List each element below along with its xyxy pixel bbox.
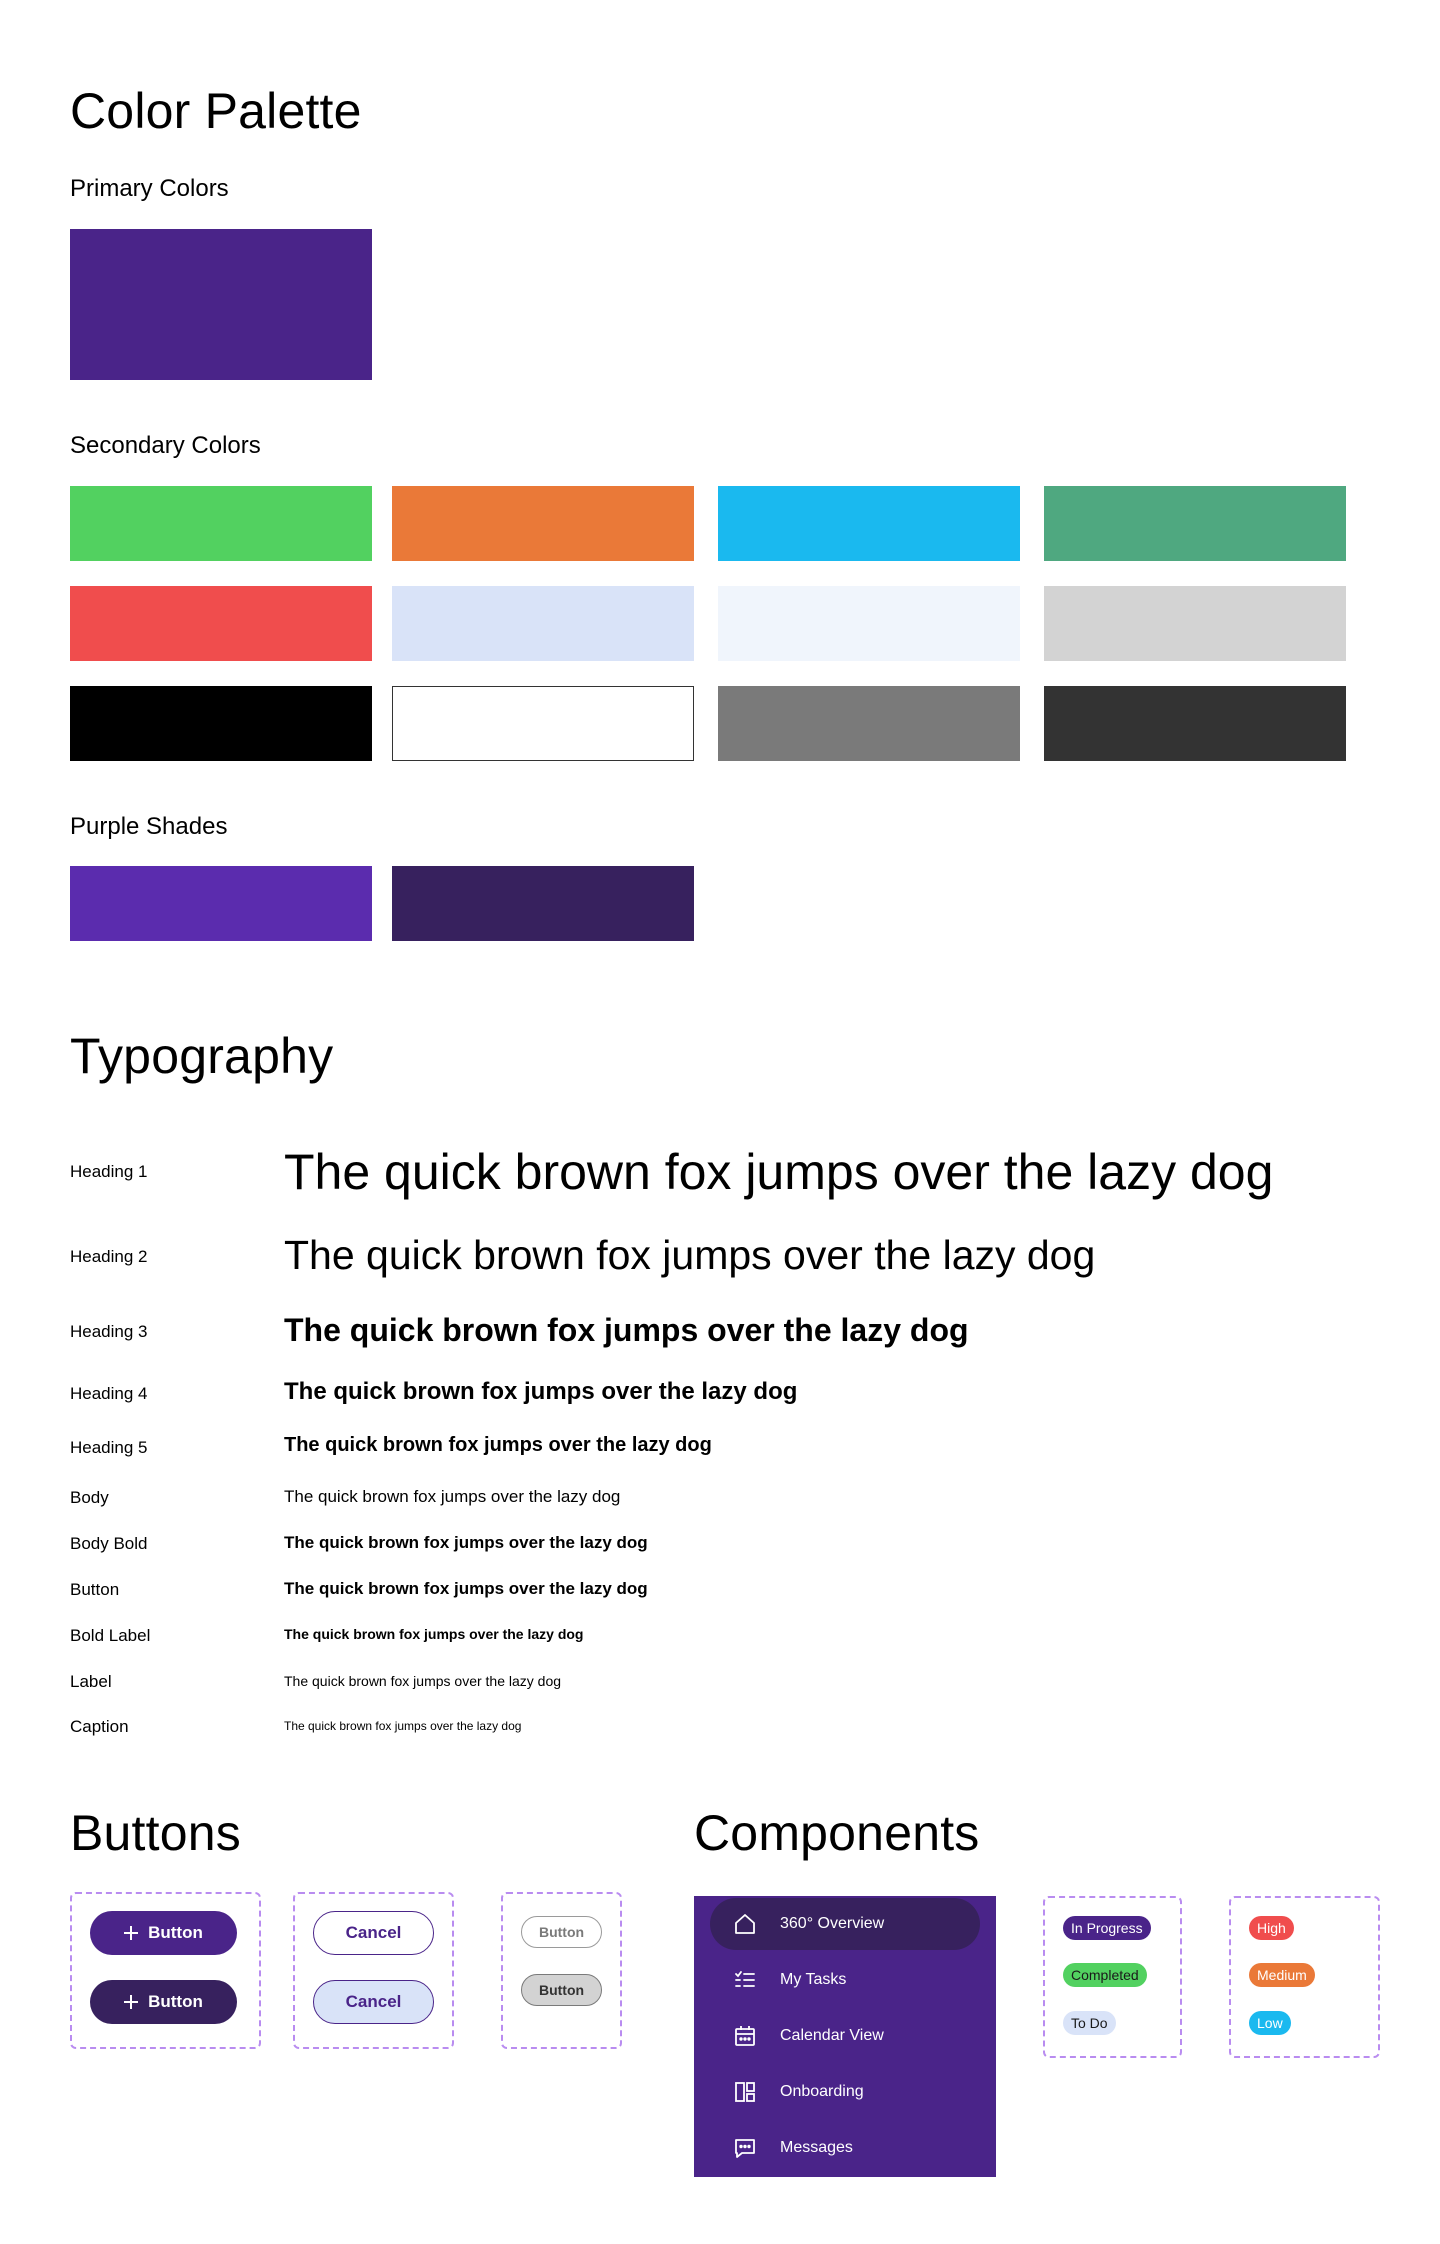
typo-sample-heading-2: The quick brown fox jumps over the lazy dog — [284, 1232, 1096, 1278]
priority-tag-medium: Medium — [1249, 1963, 1315, 1987]
secondary-swatch — [70, 486, 372, 561]
button-label: Button — [148, 1923, 203, 1942]
typo-sample-heading-5: The quick brown fox jumps over the lazy dog — [284, 1434, 712, 1456]
typo-sample-heading-3: The quick brown fox jumps over the lazy dog — [284, 1312, 969, 1348]
typo-sample-heading-1: The quick brown fox jumps over the lazy dog — [284, 1144, 1274, 1200]
typo-sample-body-bold: The quick brown fox jumps over the lazy dog — [284, 1533, 648, 1552]
typo-label: Label — [70, 1672, 112, 1691]
home-icon — [732, 1911, 758, 1937]
purple-swatch — [392, 866, 694, 941]
typo-sample-caption: The quick brown fox jumps over the lazy dog — [284, 1719, 522, 1733]
sidebar-nav — [694, 1896, 996, 2177]
nav-item-label: Calendar View — [780, 2027, 884, 2044]
plus-icon — [124, 1926, 138, 1940]
nav-item-onboarding[interactable] — [710, 2066, 980, 2118]
secondary-swatch — [718, 686, 1020, 761]
components-title: Components — [694, 1805, 980, 1861]
secondary-swatch — [1044, 586, 1346, 661]
typo-sample-body: The quick brown fox jumps over the lazy dog — [284, 1487, 621, 1506]
list-icon — [732, 1967, 758, 1993]
primary-button[interactable] — [90, 1911, 237, 1955]
status-tag-in-progress: In Progress — [1063, 1916, 1151, 1940]
typography-title: Typography — [70, 1028, 334, 1084]
secondary-swatch — [1044, 486, 1346, 561]
typo-sample-bold-label: The quick brown fox jumps over the lazy dog — [284, 1626, 584, 1642]
nav-item-label: 360° Overview — [780, 1915, 885, 1932]
buttons-title: Buttons — [70, 1805, 241, 1861]
typo-label: Heading 5 — [70, 1438, 148, 1457]
nav-item-label: My Tasks — [780, 1971, 847, 1988]
typo-sample-label: The quick brown fox jumps over the lazy dog — [284, 1673, 562, 1689]
typo-label: Heading 1 — [70, 1162, 148, 1181]
secondary-swatch — [392, 486, 694, 561]
primary-colors-label: Primary Colors — [70, 175, 229, 202]
nav-item-calendar[interactable] — [710, 2010, 980, 2062]
plus-icon — [124, 1995, 138, 2009]
message-icon — [732, 2135, 758, 2161]
secondary-button-active[interactable]: Button — [521, 1974, 602, 2006]
nav-item-label: Messages — [780, 2139, 853, 2156]
purple-swatch — [70, 866, 372, 941]
secondary-swatch — [70, 686, 372, 761]
calendar-icon — [732, 2023, 758, 2049]
typo-label: Heading 4 — [70, 1384, 148, 1403]
primary-button-pressed[interactable] — [90, 1980, 237, 2024]
priority-tag-low: Low — [1249, 2011, 1291, 2035]
status-tag-to-do: To Do — [1063, 2011, 1116, 2035]
purple-shades-label: Purple Shades — [70, 813, 228, 840]
secondary-colors-label: Secondary Colors — [70, 432, 261, 459]
typo-label: Button — [70, 1580, 120, 1599]
nav-item-label: Onboarding — [780, 2083, 864, 2100]
typo-label: Body Bold — [70, 1534, 148, 1553]
secondary-swatch — [392, 586, 694, 661]
typo-sample-button: The quick brown fox jumps over the lazy dog — [284, 1579, 648, 1598]
typo-label: Heading 3 — [70, 1322, 148, 1341]
primary-swatch — [70, 229, 372, 380]
typo-label: Heading 2 — [70, 1247, 148, 1266]
color-palette-title: Color Palette — [70, 83, 362, 139]
secondary-button[interactable]: Button — [521, 1916, 602, 1948]
button-label: Button — [148, 1992, 203, 2011]
status-tag-completed: Completed — [1063, 1963, 1147, 1987]
cancel-button[interactable]: Cancel — [313, 1911, 434, 1955]
secondary-swatch — [392, 686, 694, 761]
nav-item-messages[interactable] — [710, 2122, 980, 2174]
secondary-swatch — [718, 586, 1020, 661]
typo-label: Caption — [70, 1717, 129, 1736]
nav-item-my-tasks[interactable] — [710, 1954, 980, 2006]
secondary-swatch — [718, 486, 1020, 561]
layout-icon — [732, 2079, 758, 2105]
secondary-swatch — [1044, 686, 1346, 761]
priority-tag-high: High — [1249, 1916, 1294, 1940]
nav-item-overview[interactable] — [710, 1898, 980, 1950]
typo-label: Bold Label — [70, 1626, 151, 1645]
cancel-button-hover[interactable]: Cancel — [313, 1980, 434, 2024]
secondary-swatch — [70, 586, 372, 661]
typo-sample-heading-4: The quick brown fox jumps over the lazy dog — [284, 1378, 798, 1405]
typo-label: Body — [70, 1488, 109, 1507]
